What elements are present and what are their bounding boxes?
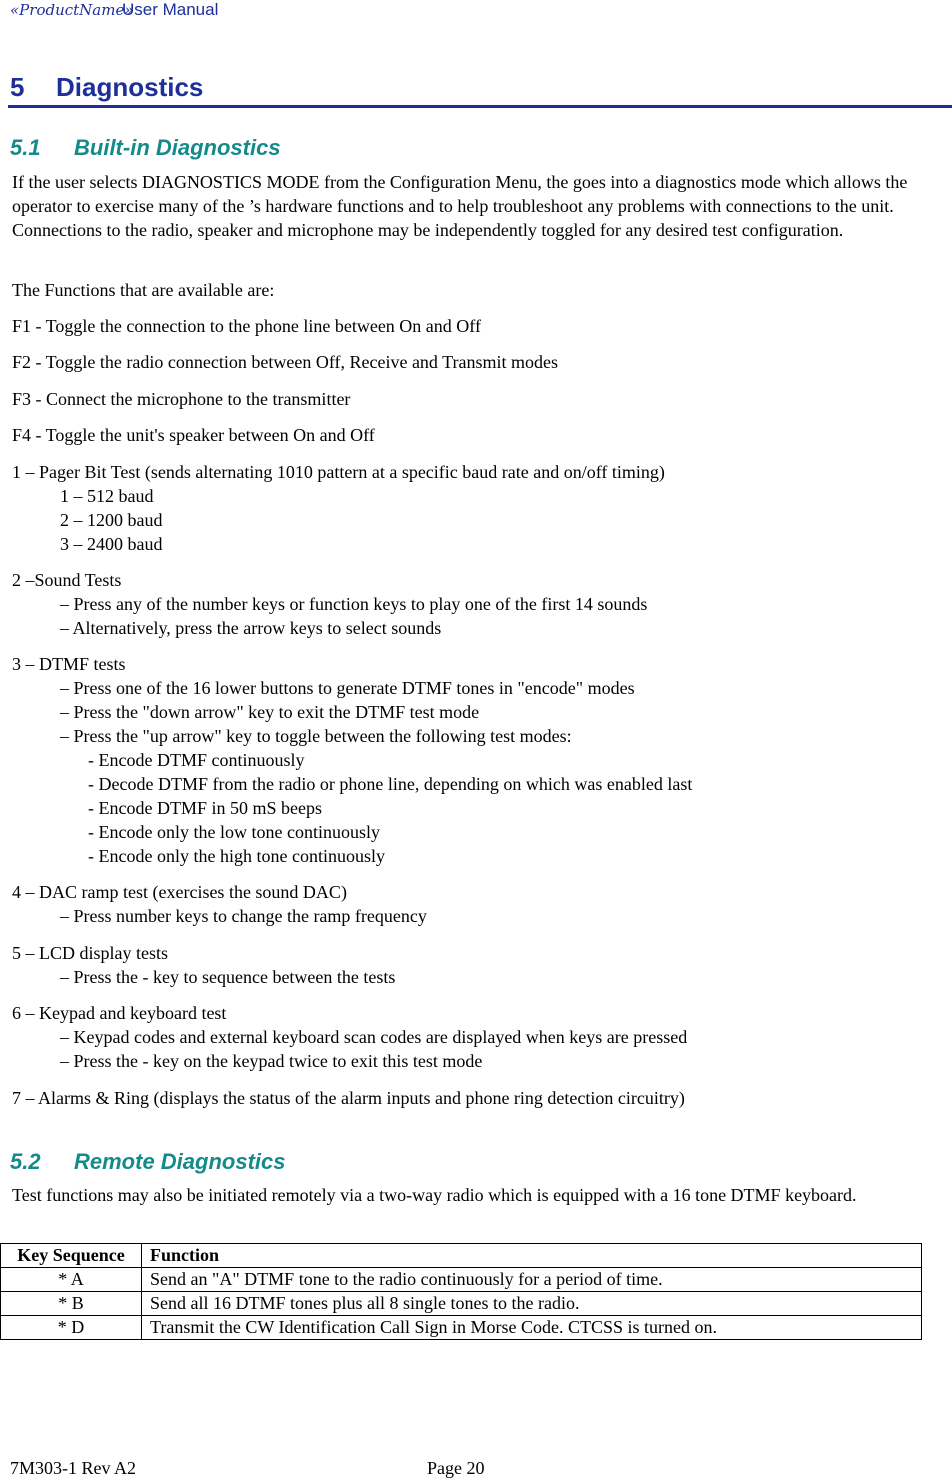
test-3-mode-3: - Encode DTMF in 50 mS beeps [88,798,322,818]
test-4-note-a: – Press number keys to change the ramp frequency [60,906,427,926]
section-heading [10,72,203,103]
test-3-note-a: – Press one of the 16 lower buttons to generate DTMF tones in "encode" modes [60,678,635,698]
builtin-intro-paragraph: If the user selects DIAGNOSTICS MODE from the Configuration Menu, the goes into a diagnostics mode which allows the operator to exercise many of the ’s hardware functions and to help troubleshoot any problems with connections to the unit. Connections to the radio, speaker and microphone may be independently toggled for any desired test configuration. [12,172,908,240]
function-f4: F4 - Toggle the unit's speaker between On and Off [12,425,375,445]
test-3-mode-4: - Encode only the low tone continuously [88,822,380,842]
function-f3: F3 - Connect the microphone to the transmitter [12,389,351,409]
footer-page-number: Page 20 [427,1458,485,1478]
table-row [1,1268,922,1292]
function-cell: Send all 16 DTMF tones plus all 8 single tones to the radio. [142,1292,922,1316]
test-3-note-b: – Press the "down arrow" key to exit the DTMF test mode [60,702,480,722]
header-key-sequence: Key Sequence [1,1244,142,1268]
test-1-option-a: 1 – 512 baud [60,486,154,506]
test-6-note-a: – Keypad codes and external keyboard scan codes are displayed when keys are pressed [60,1027,688,1047]
test-3-mode-5: - Encode only the high tone continuously [88,846,385,866]
subsection-number: 5.1 [10,135,41,160]
key-cell: * A [1,1268,142,1292]
test-5-note-a: – Press the - key to sequence between the tests [60,967,396,987]
function-cell: Send an "A" DTMF tone to the radio continuously for a period of time. [142,1268,922,1292]
table-header-row [1,1244,922,1268]
function-f2: F2 - Toggle the radio connection between Off, Receive and Transmit modes [12,352,558,372]
test-5-lcd: 5 – LCD display tests [12,943,168,963]
key-cell: * D [1,1316,142,1340]
test-2-note-b: – Alternatively, press the arrow keys to select sounds [60,618,442,638]
heading-rule [8,105,952,108]
subsection-heading-remote [10,1149,286,1175]
table-row [1,1292,922,1316]
footer-doc-number: 7M303-1 Rev A2 [10,1458,136,1478]
subsection-title: Remote Diagnostics [74,1149,286,1174]
functions-intro: The Functions that are available are: [12,280,275,300]
subsection-heading-builtin [10,135,281,161]
test-4-dac-ramp: 4 – DAC ramp test (exercises the sound DAC) [12,882,347,902]
test-3-mode-2: - Decode DTMF from the radio or phone line, depending on which was enabled last [88,774,693,794]
test-2-sound: 2 –Sound Tests [12,570,122,590]
table-row [1,1316,922,1340]
test-6-keypad: 6 – Keypad and keyboard test [12,1003,227,1023]
test-1-option-c: 3 – 2400 baud [60,534,163,554]
section-number: 5 [10,72,25,102]
subsection-number: 5.2 [10,1149,41,1174]
test-6-note-b: – Press the - key on the keypad twice to exit this test mode [60,1051,483,1071]
test-1-option-b: 2 – 1200 baud [60,510,163,530]
section-title: Diagnostics [56,72,204,102]
manual-label: User Manual [122,0,219,19]
function-cell: Transmit the CW Identification Call Sign in Morse Code. CTCSS is turned on. [142,1316,922,1340]
test-2-note-a: – Press any of the number keys or function keys to play one of the first 14 sounds [60,594,648,614]
test-3-mode-1: - Encode DTMF continuously [88,750,305,770]
key-cell: * B [1,1292,142,1316]
header-function: Function [142,1244,922,1268]
test-3-dtmf: 3 – DTMF tests [12,654,126,674]
test-3-note-c: – Press the "up arrow" key to toggle between the following test modes: [60,726,572,746]
remote-commands-table [0,1243,922,1340]
remote-intro-paragraph: Test functions may also be initiated remotely via a two-way radio which is equipped with a 16 tone DTMF keyboard. [12,1185,857,1205]
subsection-title: Built-in Diagnostics [74,135,281,160]
product-name: «ProductName» [10,1,134,19]
test-7-alarms: 7 – Alarms & Ring (displays the status of the alarm inputs and phone ring detection circuitry) [12,1088,685,1108]
test-1-pager-bit: 1 – Pager Bit Test (sends alternating 1010 pattern at a specific baud rate and on/off timing) [12,462,665,482]
function-f1: F1 - Toggle the connection to the phone line between On and Off [12,316,481,336]
